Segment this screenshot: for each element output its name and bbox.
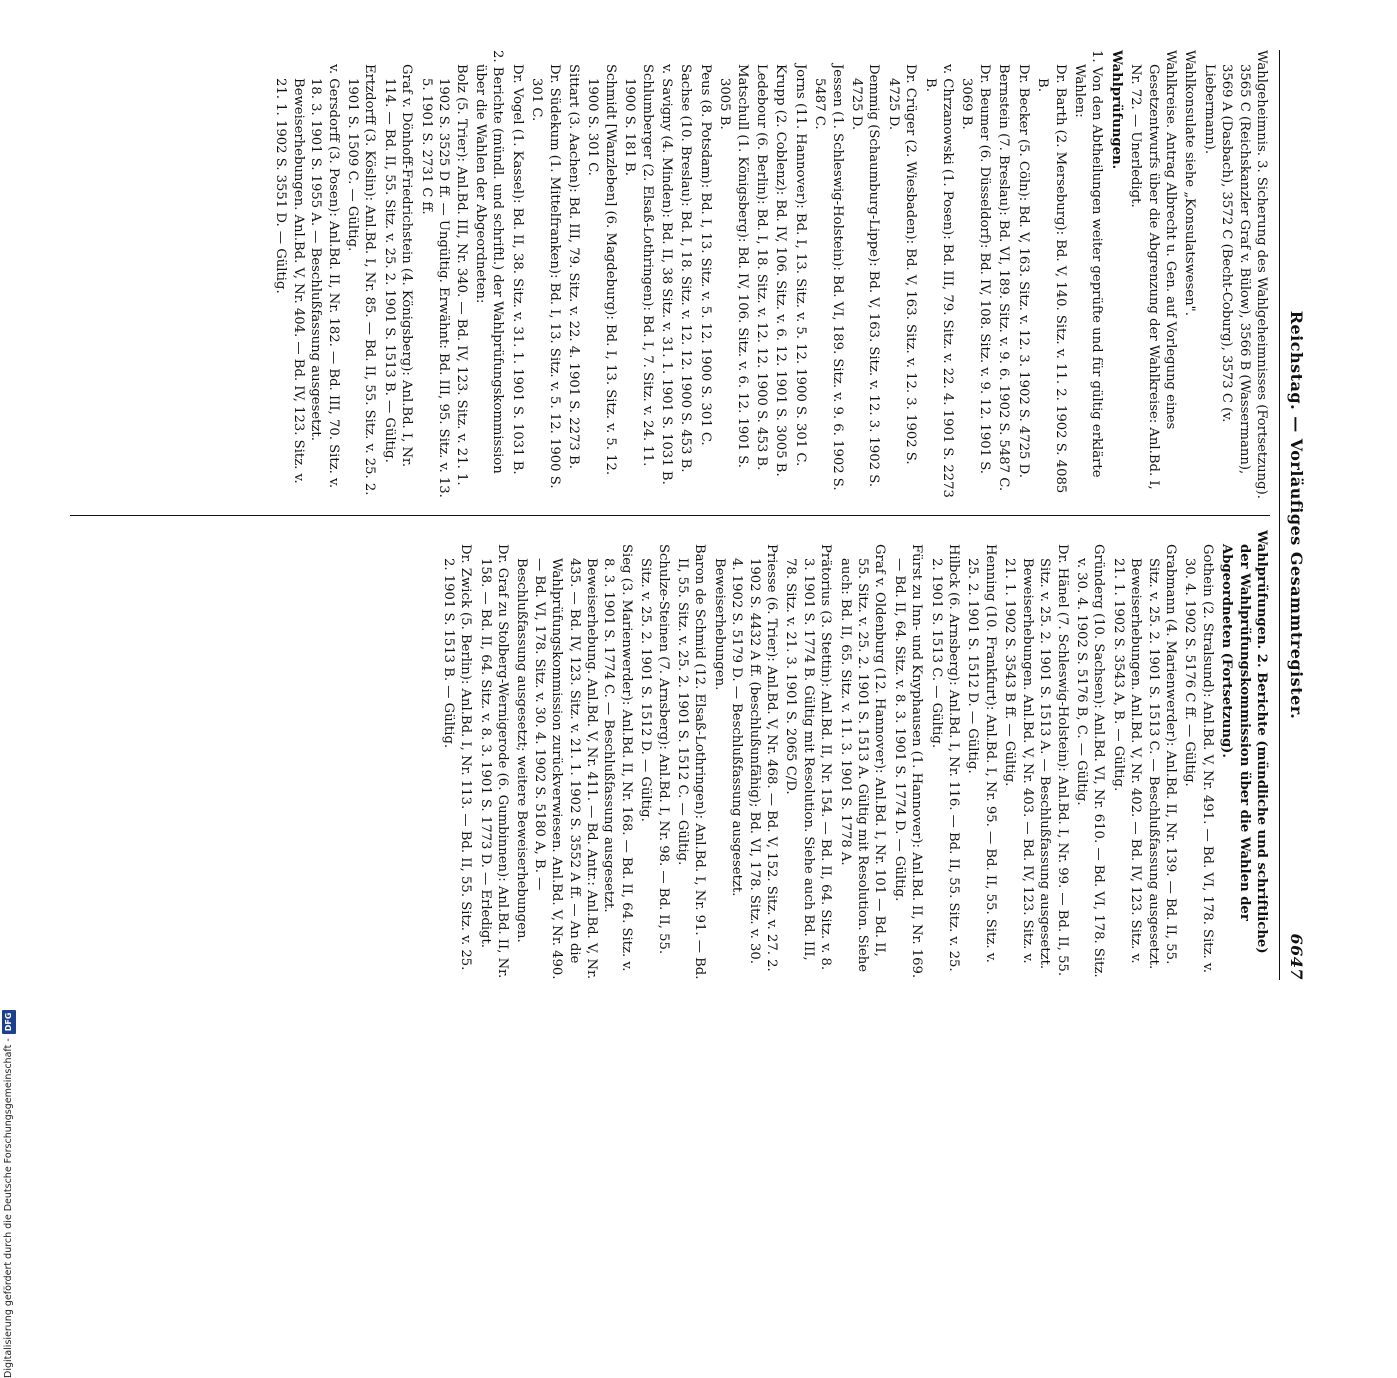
index-entry: Grabmann (4. Marienwerder): Anl.Bd. II, Nr. 139. — Bd. II, 55. Sitz. v. 25. 2. 1901 S. 1513 C. — Beschlußfassung ausgesetzt. Beweiserhebungen. Anl.Bd. V, Nr. 402. — Bd. IV, 123. Sitz. v. 21. 1. 1902 S. 3543 A, B. — Gültig. <box>1110 544 1178 970</box>
index-entry: Priesse (6. Trier): Anl.Bd. V, Nr. 468. — Bd. V, 152. Sitz. v. 27. 2. 1902 S. 4432 A ff. (beschlußunfähig); Bd. VI, 178. Sitz. v. 30. 4. 1902 S. 5179 D. — Beschlußfassung ausgesetzt. Beweiserhebungen. <box>711 544 780 972</box>
index-entry: Krupp (2. Coblenz): Bd. IV, 106. Sitz. v. 6. 12. 1901 S. 3005 B. <box>773 64 789 477</box>
index-entry: Dr. Vogel (1. Kassel): Bd. II, 38. Sitz. v. 31. 1. 1901 S. 1031 B. <box>509 64 525 475</box>
page-header <box>1279 50 1310 980</box>
right-column <box>30 530 1270 980</box>
credit-text: Digitalisierung gefördert durch die Deutsche Forschungsgemeinschaft - <box>3 1038 14 1378</box>
index-entry: Dr. Graf zu Stolberg-Wernigerode (6. Gumbinnen): Anl.Bd. II, Nr. 158. — Bd. II, 64. Sitz. v. 8. 3. 1901 S. 1773 D. — Erledigt. <box>477 544 510 979</box>
running-title: Reichstag. — Vorläufiges Gesammtregister. <box>1287 310 1306 720</box>
index-entry: Demmig (Schaumburg-Lippe): Bd. V, 163. Sitz. v. 12. 3. 1902 S. 4725 D. <box>849 64 882 488</box>
index-entry: Ertzdorff (3. Köslin): Anl.Bd. I, Nr. 85. — Bd. II, 55. Sitz. v. 25. 2. 1901 S. 1509 C. — Gültig. <box>345 64 378 496</box>
index-entry: v. Gersdorff (3. Posen): Anl.Bd. II, Nr. 182. — Bd. III, 70. Sitz. v. 18. 3. 1901 S. 1955 A. — Beschlußfassung ausgesetzt. Beweiserhebungen. Anl.Bd. V, Nr. 404. — Bd. IV, 123. Sitz. v. 21. 1. 1902 S. 3551 D. — Gültig. <box>273 64 341 489</box>
left-column <box>30 50 1270 500</box>
section-heading: Wahlprüfungen. 2. Berichte (mündliche und schriftliche) der Wahlprüfungskommission über die Wahlen der Abgeordneten (Fortsetzung). <box>1219 530 1269 954</box>
document-page <box>20 50 1310 980</box>
index-entry: Graf v. Oldenburg (12. Hannover): Anl.Bd. I, Nr. 101 — Bd. II, 55. Sitz. v. 25. 2. 1901 S. 1513 A. Gültig mit Resolution. Siehe auch: Bd. II, 65. Sitz. v. 11. 3. 1901 S. 1778 A. <box>837 544 888 973</box>
index-entry: v. Chrzanowski (1. Posen): Bd. III, 79. Sitz. v. 22. 4. 1901 S. 2273 B. <box>922 64 956 498</box>
index-entry: v. Savigny (4. Minden): Bd. II, 38 Sitz. v. 31. 1. 1901 S. 1031 B. <box>659 64 674 485</box>
index-entry: Dr. Crüger (2. Wiesbaden): Bd. V, 163. Sitz. v. 12. 3. 1902 S. 4725 D. <box>885 64 919 465</box>
index-entry: Dr. Becker (5. Cöln): Bd. V, 163. Sitz. v. 12. 3. 1902 S. 4725 D. <box>1015 64 1031 478</box>
index-entry: Dr. Barth (2. Merseburg): Bd. V, 140. Sitz. v. 11. 2. 1902 S. 4085 B. <box>1035 64 1068 494</box>
index-entry: Prätorius (3. Stettin): Anl.Bd. II, Nr. 154. — Bd. II, 64. Sitz. v. 8. 3. 1901 S. 1774 B. Gültig mit Resolution. Siehe auch Bd. III, 78. Sitz. v. 21. 3. 1901 S. 2065 C/D. <box>783 544 834 971</box>
section-heading: Wahlprüfungen. <box>1108 50 1124 170</box>
index-entry: Jessen (1. Schleswig-Holstein): Bd. VI, 189. Sitz. v. 9. 6. 1902 S. 5487 C. <box>812 64 845 491</box>
index-entry: Sieg (3. Marienwerder): Anl.Bd. II, Nr. 168. — Bd. II, 64. Sitz. v. 8. 3. 1901 S. 1774 C. — Beschlußfassung ausgesetzt. Beweiserhebung. Anl.Bd. V, Nr. 411. — Bd. Antr.: Anl.Bd. V, Nr. 435. — Bd. IV, 123. Sitz. v. 21. 1. 1902 S. 3552 A ff. — An die Wahlprüfungskommission zurückverwiesen. Anl.Bd. V, Nr. 490. — Bd. VI, 178. Sitz. v. 30. 4. 1902 S. 5180 A, B. — Beschlußfassung ausgesetzt; weitere Beweiserhebungen. <box>514 544 634 980</box>
index-entry: Gothein (2. Stralsund): Anl.Bd. V, Nr. 491. — Bd. VI, 178. Sitz. v. 30. 4. 1902 S. 5176 C ff. — Gültig. <box>1182 544 1215 973</box>
index-entry: Schulze-Steinen (7. Arnsberg): Anl.Bd. I, Nr. 98. — Bd. II, 55. Sitz. v. 25. 2. 1901 S. 1512 D. — Gültig. <box>638 544 671 955</box>
index-entry: Dr. Südekum (1. Mittelfranken): Bd. I, 13. Sitz. v. 5. 12. 1900 S. 301 C. <box>529 64 562 489</box>
index-entry: Hilbck (6. Arnsberg): Anl.Bd. I, Nr. 116. — Bd. II, 55. Sitz. v. 25. 2. 1901 S. 1513 C. — Gültig. <box>928 544 962 972</box>
index-entry: Henning (10. Frankfurt): Anl.Bd. I, Nr. 95. — Bd. II, 55. Sitz. v. 25. 2. 1901 S. 1512 D. — Gültig. <box>965 544 998 963</box>
index-entry: Peus (8. Potsdam): Bd. I, 13. Sitz. v. 5. 12. 1900 S. 301 C. <box>697 64 713 446</box>
index-entry: Dr. Hänel (7. Schleswig-Holstein): Anl.Bd. I, Nr. 99. — Bd. II, 55. Sitz. v. 25. 2. 1901 S. 1513 A. — Beschlußfassung ausgesetzt. Beweiserhebungen. Anl.Bd. V, Nr. 403. — Bd. IV, 123. Sitz. v. 21. 1. 1902 S. 3543 B ff. — Gültig. <box>1002 544 1070 977</box>
index-entry: Wahlkreise. Antrag Albrecht u. Gen. auf Vorlegung eines Gesetzentwurfs über die Abgrenzung der Wahlkreise: Anl.Bd. I, Nr. 72. — Unerledigt. <box>1128 50 1178 490</box>
subsection-heading: 1. Von den Abtheilungen weiter geprüfte und für gültig erklärte Wahlen: <box>1071 50 1105 478</box>
index-entry: Bolz (5. Trier): Anl.Bd. III, Nr. 340. — Bd. IV, 123. Sitz. v. 21. 1. 1902 S. 3525 D ff. — Ungültig. Erwähnt: Bd. III, 95. Sitz. v. 13. 5. 1901 S. 2731 C ff. <box>418 64 469 498</box>
index-entry: Wahlkonsulate siehe „Konsulatswesen". <box>1182 50 1198 316</box>
index-entry: Baron de Schmid (12. Elsaß-Lothringen): Anl.Bd. I, Nr. 91. — Bd. II, 55. Sitz. v. 25. 2. 1901 S. 1512 C. — Gültig. <box>675 544 708 980</box>
index-entry: Dr. Zwick (5. Berlin): Anl.Bd. I, Nr. 113. — Bd. II, 55. Sitz. v. 25. 2. 1901 S. 1513 B. — Gültig. <box>440 544 474 971</box>
index-entry: Schmidt [Wanzleben] (6. Magdeburg): Bd. I, 13. Sitz. v. 5. 12. 1900 S. 301 C. <box>585 64 618 476</box>
index-entry: Matschull (1. Königsberg): Bd. IV, 106. Sitz. v. 6. 12. 1901 S. 3005 B. <box>717 64 750 468</box>
index-entry: Schlumberger (2. Elsaß-Lothringen): Bd. I, 7. Sitz. v. 24. 11. 1900 S. 181 B. <box>622 64 655 467</box>
index-entry: Sittart (3. Aachen): Bd. III, 79. Sitz. v. 22. 4. 1901 S. 2273 B. <box>565 64 581 469</box>
index-entry: Sachse (10. Breslau): Bd. I, 18. Sitz. v. 12. 12. 1900 S. 453 B. <box>678 64 694 473</box>
index-entry: Graf v. Dönhoff-Friedrichstein (4. Königsberg): Anl.Bd. I, Nr. 114. — Bd. II, 55. Sitz. v. 25. 2. 1901 S. 1513 B. — Gültig. <box>381 64 415 468</box>
subsection-heading: 2. Berichte (mündl. und schriftl.) der Wahlprüfungskommission über die Wahlen der Abgeordneten: <box>472 50 506 474</box>
digitization-credit <box>2 592 16 1378</box>
index-entry: Ledebour (6. Berlin): Bd. I, 18. Sitz. v. 12. 12. 1900 S. 453 B. <box>754 64 770 471</box>
index-entry: Wahlgeheimnis. 3. Sicherung des Wahlgeheimnisses (Fortsetzung). 3565 C (Reichskanzler Graf v. Bülow), 3566 B (Wassermann), 3569 A (Dasbach), 3572 C (Becht-Coburg), 3573 C (v. Liebermann). <box>1201 50 1269 499</box>
column-divider <box>70 515 1270 516</box>
page-number: 6647 <box>1287 933 1306 980</box>
index-entry: Gründerg (10. Sachsen): Anl.Bd. VI, Nr. 610. — Bd. VI, 178. Sitz. v. 30. 4. 1902 S. 5176 B, C. — Gültig. <box>1073 544 1107 978</box>
index-entry: Jorns (11. Hannover): Bd. I, 13. Sitz. v. 5. 12. 1900 S. 301 C. <box>792 64 808 467</box>
index-entry: Fürst zu Inn- und Knyphausen (1. Hannover): Anl.Bd. II, Nr. 169. — Bd. II, 64. Sitz. v. 8. 3. 1901 S. 1774 D. — Gültig. <box>891 544 925 979</box>
index-entry: Bernstein (7. Breslau): Bd. VI, 189. Sitz. v. 9. 6. 1902 S. 5487 C. <box>996 64 1012 492</box>
dfg-logo: DFG <box>2 1010 16 1035</box>
index-entry: Dr. Beumer (6. Düsseldorf): Bd. IV, 108. Sitz. v. 9. 12. 1901 S. 3069 B. <box>959 64 992 474</box>
